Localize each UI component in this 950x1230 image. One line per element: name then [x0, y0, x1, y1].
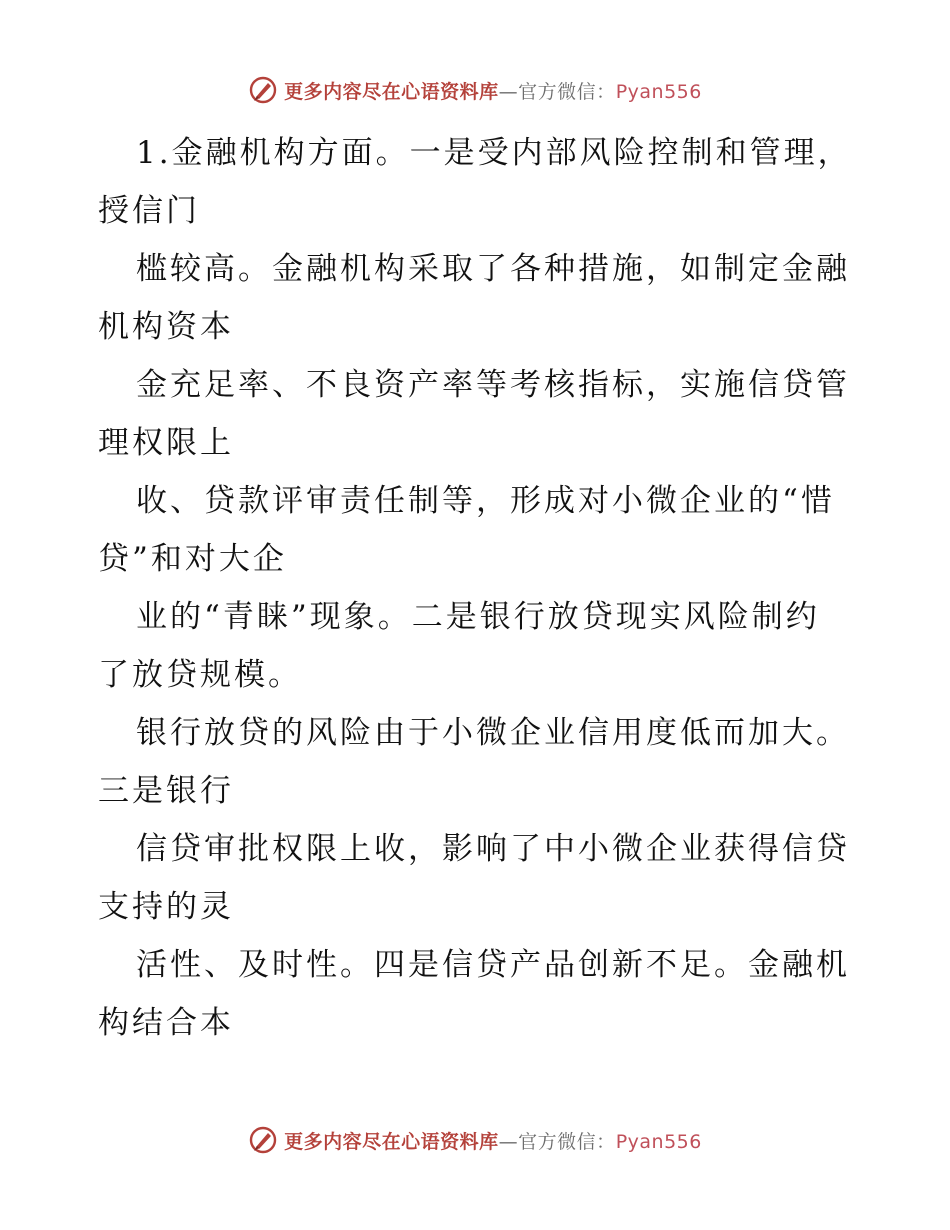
text-line: 贷”和对大企: [98, 541, 287, 577]
text-line: 构结合本: [98, 1005, 234, 1041]
header-watermark: [0, 72, 950, 108]
quill-pen-logo-icon: [248, 1125, 278, 1155]
text-line: 业的“青睐”现象。二是银行放贷现实风险制约: [136, 599, 820, 635]
text-line: 槛较高。金融机构采取了各种措施，如制定金融: [136, 251, 850, 287]
text-line: 机构资本: [98, 309, 234, 345]
quill-pen-logo-icon: [248, 75, 278, 105]
text-line: 信贷审批权限上收，影响了中小微企业获得信贷: [136, 831, 850, 867]
text-line: 收、贷款评审责任制等，形成对小微企业的“惜: [136, 483, 835, 519]
text-line: 了放贷规模。: [98, 657, 302, 693]
watermark-text: 更多内容尽在心语资料库—官方微信：Pyan556: [284, 1130, 702, 1153]
text-line: 活性、及时性。四是信贷产品创新不足。金融机: [136, 947, 850, 983]
watermark-text: 更多内容尽在心语资料库—官方微信：Pyan556: [284, 80, 702, 103]
text-line: 1.金融机构方面。一是受内部风险控制和管理，: [136, 135, 852, 171]
text-line: 金充足率、不良资产率等考核指标，实施信贷管: [136, 367, 850, 403]
text-line: 支持的灵: [98, 889, 234, 925]
text-line: 授信门: [98, 193, 200, 229]
document-body: [98, 124, 858, 1052]
text-line: 理权限上: [98, 425, 234, 461]
text-line: 三是银行: [98, 773, 234, 809]
text-line: 银行放贷的风险由于小微企业信用度低而加大。: [136, 715, 850, 751]
footer-watermark: [0, 1122, 950, 1158]
